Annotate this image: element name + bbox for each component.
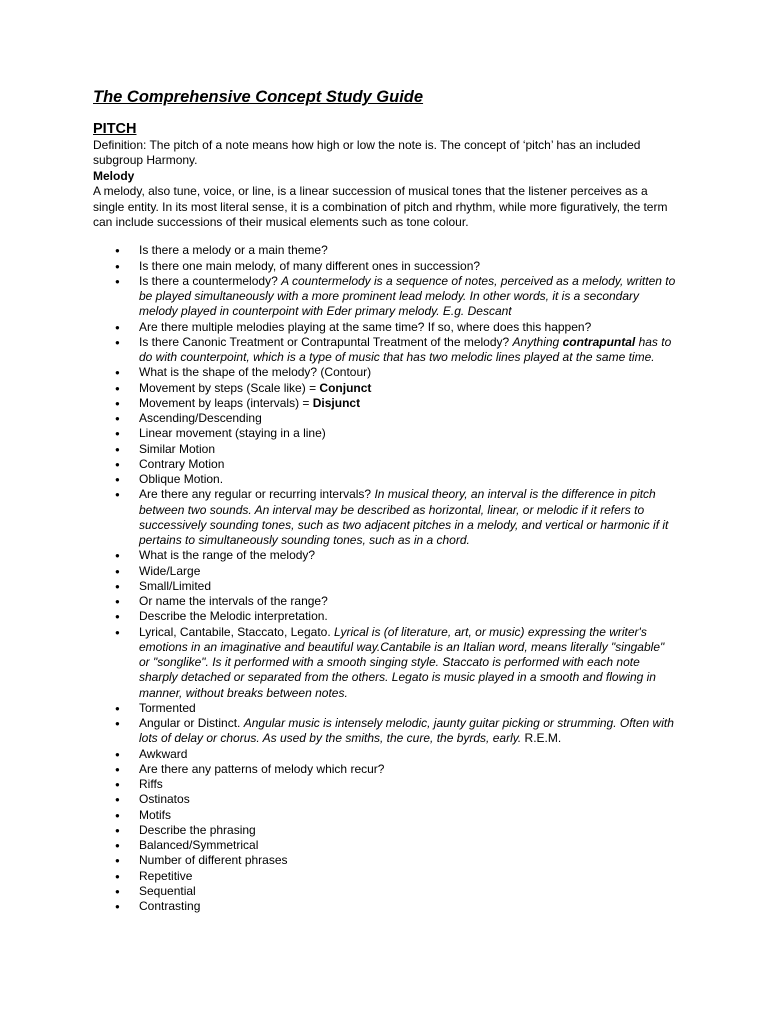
- page-title: The Comprehensive Concept Study Guide: [93, 88, 424, 106]
- list-item-text: Is there a melody or a main theme?: [139, 243, 328, 258]
- list-item-text: Disjunct: [312, 395, 361, 410]
- list-item: [93, 442, 678, 457]
- list-item-text: Awkward: [139, 746, 188, 761]
- list-item-text: Contrasting: [139, 899, 201, 914]
- question-list: [93, 243, 678, 914]
- list-item: [93, 396, 678, 411]
- list-item-text: Describe the Melodic interpretation.: [139, 609, 328, 624]
- list-item-text: Linear movement (staying in a line): [139, 426, 326, 441]
- list-item: [93, 457, 678, 472]
- section-heading-pitch: PITCH: [93, 121, 137, 137]
- list-item-text: Ostinatos: [139, 792, 190, 807]
- list-item: [93, 838, 678, 853]
- list-item-text: Wide/Large: [139, 563, 201, 578]
- list-item-text: Contrary Motion: [139, 456, 225, 471]
- list-item-text: Movement by leaps (intervals) =: [139, 395, 313, 410]
- list-item-text: Motifs: [139, 807, 172, 822]
- list-item-text: Are there any patterns of melody which recur?: [139, 761, 385, 776]
- list-item: [93, 625, 678, 701]
- list-item: [93, 548, 678, 563]
- list-item-text: Oblique Motion.: [139, 472, 224, 487]
- list-item: [93, 747, 678, 762]
- list-item: [93, 411, 678, 426]
- list-item-text: Angular or Distinct.: [139, 716, 244, 731]
- list-item: [93, 884, 678, 899]
- list-item: [93, 335, 678, 366]
- list-item-text: Describe the phrasing: [139, 822, 256, 837]
- list-item-text: Tormented: [139, 700, 196, 715]
- list-item-text: Number of different phrases: [139, 853, 288, 868]
- list-item: [93, 564, 678, 579]
- list-item-text: What is the shape of the melody? (Contour): [139, 365, 372, 380]
- list-item-text: A countermelody is a sequence of notes, perceived as a melody, written to be played simultaneously with a more prominent lead melody. In other words, it is a secondary melody played in counterpoint with Eder primary melody. E.g. Descant: [139, 273, 676, 319]
- list-item-text: R.E.M.: [521, 731, 562, 746]
- list-item: [93, 274, 678, 320]
- list-item: [93, 259, 678, 274]
- list-item-text: contrapuntal: [562, 334, 636, 349]
- list-item: [93, 762, 678, 777]
- list-item-text: Are there multiple melodies playing at the same time? If so, where does this happen?: [139, 319, 592, 334]
- list-item: [93, 869, 678, 884]
- list-item: [93, 365, 678, 380]
- list-item: [93, 472, 678, 487]
- list-item: [93, 381, 678, 396]
- list-item-text: has to do with counterpoint, which is a type of music that has two melodic lines played at the same time.: [139, 334, 672, 365]
- list-item: [93, 609, 678, 624]
- list-item: [93, 487, 678, 548]
- list-item: [93, 853, 678, 868]
- list-item: [93, 823, 678, 838]
- list-item-text: Balanced/Symmetrical: [139, 838, 259, 853]
- list-item-text: Small/Limited: [139, 578, 212, 593]
- list-item-text: Sequential: [139, 883, 196, 898]
- list-item-text: Are there any regular or recurring intervals?: [139, 487, 375, 502]
- list-item: [93, 243, 678, 258]
- list-item: [93, 320, 678, 335]
- pitch-definition: Definition: The pitch of a note means how high or low the note is. The concept of ‘pitch’ has an included subgroup Harmony.: [93, 138, 641, 168]
- list-item-text: Repetitive: [139, 868, 193, 883]
- list-item-text: In musical theory, an interval is the difference in pitch between two sounds. An interval may be described as horizontal, linear, or melodic if it refers to successively sounding tones, such as two adjacent pitches in a melody, and vertical or harmonic if it pertains to simultaneously sounding tones, such as in a chord.: [139, 487, 669, 548]
- list-item-text: Or name the intervals of the range?: [139, 594, 328, 609]
- list-item-text: Is there a countermelody?: [139, 273, 282, 288]
- list-item: [93, 579, 678, 594]
- list-item-text: Lyrical, Cantabile, Staccato, Legato.: [139, 624, 334, 639]
- list-item-text: Anything: [512, 334, 563, 349]
- list-item: [93, 792, 678, 807]
- list-item-text: Lyrical is (of literature, art, or music) expressing the writer's emotions in an imaginative and beautiful way.Cantabile is an Italian word, means literally "singable" or "songlike". Is it performed with a smooth singing style. Staccato is performed with each note sharply detached or separated from the others. Legato is music played in a smooth and flowing in manner, without breaks between notes.: [139, 624, 665, 700]
- list-item: [93, 808, 678, 823]
- list-item-text: Is there one main melody, of many different ones in succession?: [139, 258, 481, 273]
- list-item: [93, 777, 678, 792]
- melody-subheading: Melody: [93, 168, 135, 183]
- list-item-text: Movement by steps (Scale like) =: [139, 380, 320, 395]
- list-item-text: Conjunct: [319, 380, 372, 395]
- list-item: [93, 899, 678, 914]
- list-item-text: What is the range of the melody?: [139, 548, 316, 563]
- melody-intro: A melody, also tune, voice, or line, is a linear succession of musical tones that the listener perceives as a single entity. In its most literal sense, it is a combination of pitch and rhythm, while more figuratively, the term can include successions of their musical elements such as tone colour.: [93, 184, 668, 230]
- list-item-text: Angular music is intensely melodic, jaunty guitar picking or strumming. Often with lots of delay or chorus. As used by the smiths, the cure, the byrds, early.: [139, 716, 674, 746]
- list-item-text: Is there Canonic Treatment or Contrapuntal Treatment of the melody?: [139, 334, 513, 349]
- list-item-text: Riffs: [139, 777, 163, 792]
- list-item: [93, 594, 678, 609]
- list-item-text: Ascending/Descending: [139, 411, 262, 426]
- list-item: [93, 701, 678, 716]
- list-item: [93, 426, 678, 441]
- list-item: [93, 716, 678, 747]
- list-item-text: Similar Motion: [139, 441, 216, 456]
